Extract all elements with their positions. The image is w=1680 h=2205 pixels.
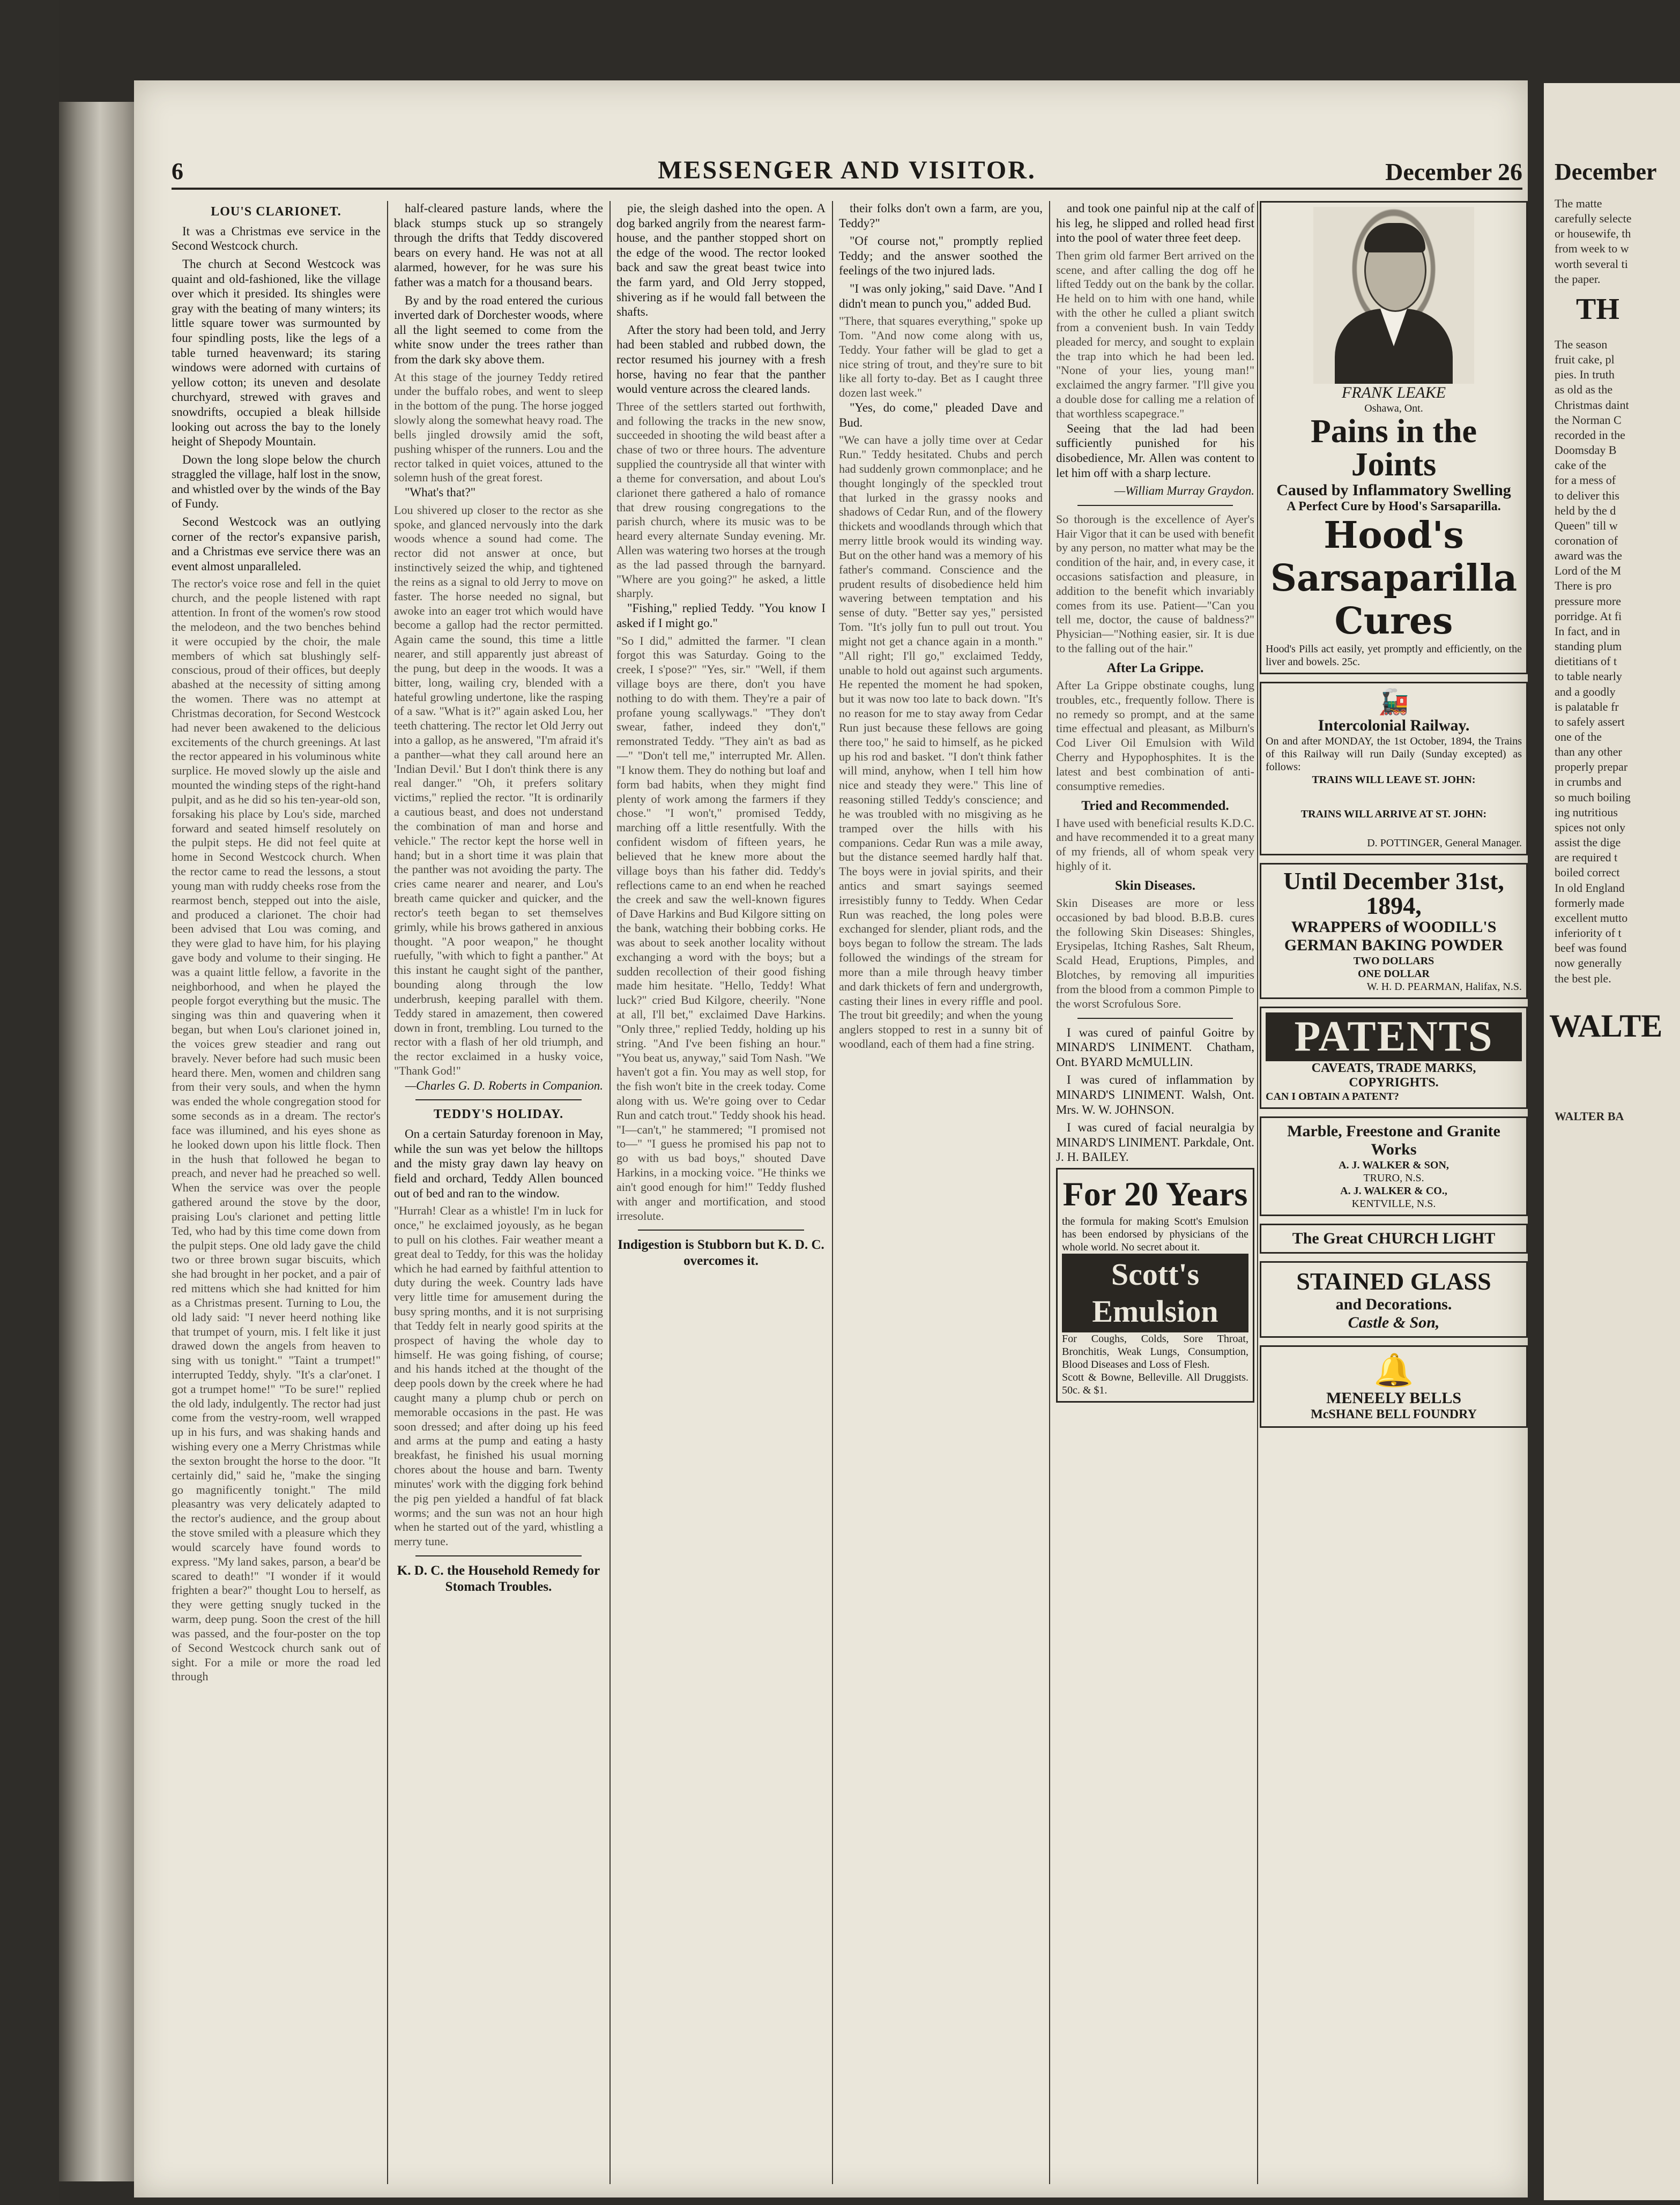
ad-headline: MENEELY BELLS [1326, 1389, 1462, 1407]
ad-church-light [1260, 1224, 1528, 1254]
article-byline: —William Murray Graydon. [1114, 484, 1254, 498]
paragraph: It was a Christmas eve service in the Second Westcock church. [172, 224, 381, 253]
next-page-ad-heading: WALTE [1549, 1008, 1663, 1044]
body-text-continued: Three of the settlers started out forthwith, and following the tracks in the new snow, succeeded in shooting the wild beast after a chase of two or three hours. The adventure supplied the countryside all that winter with a theme for conversation, and about Lou's clarionet there gathered a halo of romance that drew rousing congregations to the parish church, where its music was to be heard every alternate Sunday evening. Mr. Allen was watering two horses at the trough as the lad passed through the barnyard. "Where are you going?" he asked, a little sharply. [616, 399, 826, 600]
ad-text: A. J. WALKER & SON, [1339, 1159, 1449, 1171]
body-text-continued: So thorough is the excellence of Ayer's Hair Vigor that it can be used with benefit by any person, no matter what may be the condition of the hair, and, in every case, it occasions satisfaction and pleasure, in addition to the benefit which invariably comes from its use. Patient—"Can you tell me, doctor, the cause of baldness?" Physician—"Nothing easier, sir. It is due to the falling out of the hair." [1056, 512, 1254, 655]
ad-text: CAN I OBTAIN A PATENT? [1266, 1091, 1399, 1102]
ad-subheadline: WRAPPERS of WOODILL'S GERMAN BAKING POWDER [1284, 918, 1504, 954]
ad-headline: PATENTS [1266, 1012, 1522, 1061]
newspaper-page [134, 80, 1528, 2197]
divider [415, 1555, 582, 1556]
subhead: Skin Diseases. [1114, 878, 1196, 893]
issue-date: December 26 [1385, 158, 1522, 185]
column-1 [172, 201, 381, 2179]
next-page-text: The matte carefully selecte or housewife, th from week to w worth several ti the paper. [1555, 197, 1632, 286]
paragraph: "Of course not," promptly replied Teddy; and the answer soothed the feelings of the two injured lads. [839, 234, 1043, 278]
ad-text: On and after MONDAY, the 1st October, 1894, the Trains of this Railway will run Daily (Sunday excepted) as follows: [1266, 735, 1522, 773]
paragraph: After the story had been told, and Jerry had been stabled and rubbed down, the rector resumed his journey with a fresh horse, having no fear that the panther would venture across the cleared lands. [616, 323, 826, 396]
ad-prize: ONE DOLLAR [1358, 968, 1430, 980]
subhead: Tried and Recommended. [1081, 798, 1229, 813]
article-title-lous-clarionet: LOU'S CLARIONET. [211, 205, 341, 219]
ad-text: TRURO, N.S. [1363, 1172, 1424, 1184]
column-rule [832, 201, 833, 2184]
ad-brand: Castle & Son, [1348, 1314, 1440, 1331]
ad-headline: Intercolonial Railway. [1318, 717, 1470, 734]
body-text-continued: I have used with beneficial results K.D.C. and have recommended it to a great many of my friends, all of whom speak very highly of it. [1056, 816, 1254, 873]
testimonial: I was cured of painful Goitre by MINARD'S LINIMENT. Chatham, Ont. BYARD McMULLIN. [1056, 1025, 1254, 1069]
ad-text: Hood's Pills act easily, yet promptly and efficiently, on the liver and bowels. 25c. [1266, 643, 1522, 668]
next-page-date: December [1555, 159, 1657, 185]
body-text-continued: "We can have a jolly time over at Cedar Run." Teddy hesitated. Chubs and perch had suddenly grown commonplace; and he thought longingly of the speckled trout that lurked in the grassy nooks and shadows of Cedar Run, and of the flowery thickets and woodlands through which that merry little brook would its winding way. But on the other hand was a memory of his father's command. Conscience and the prudent results of disobedience held him wavering between temptation and his sense of duty. "Better say yes," persisted Tom. "It's jolly fun to pull out trout. You might not get a chance again in a month." "All right; I'll go," exclaimed Teddy, unable to hold out against such arguments. He repented the moment he had spoken, but it was now too late to back down. "It's no reason for me to stay away from Cedar Run just because these fellows are going there too," he said to himself, as he picked up his rod and basket. "I don't think father will mind, anyhow, when I tell him how nice and steady they were." This line of reasoning stilled Teddy's conscience; and he was troubled with no misgiving as he tramped over the hills with his companions. Cedar Run was a mile away, but the distance seemed hardly half that. The boys were in jovial spirits, and their antics and smart sayings seemed irresistibly funny to Teddy. When Cedar Run was reached, the long poles were exchanged for slender, pliant rods, and the boys began to follow the stream. The lads followed the windings of the stream for more than a mile through heavy timber and dark thickets of fern and undergrowth, casting their lines in every riffle and pool. The trout bit greedily; and when the young anglers stopped to rest in a sunny bit of woodland, each of them had a fine string. [839, 433, 1043, 1051]
ad-subheadline: and Decorations. [1335, 1295, 1452, 1313]
ad-subheadline: TRAINS WILL ARRIVE AT ST. JOHN: [1300, 808, 1487, 820]
ad-brand: Hood's Sarsaparilla Cures [1270, 514, 1518, 643]
ad-hoods-sarsaparilla [1260, 201, 1528, 674]
ad-headline: Marble, Freestone and Granite Works [1287, 1122, 1500, 1158]
ad-bells [1260, 1345, 1528, 1428]
ad-headline: The Great CHURCH LIGHT [1292, 1230, 1496, 1247]
portrait-caption: FRANK LEAKE [1341, 384, 1446, 401]
paragraph: Second Westcock was an outlying corner of the rector's expansive parish, and a Christmas eve service there was an event almost unparalleled. [172, 515, 381, 573]
ad-brand: Scott's Emulsion [1062, 1254, 1248, 1332]
paragraph: "Fishing," replied Teddy. "You know I asked if I might go." [616, 601, 826, 630]
article-byline: —Charles G. D. Roberts in Companion. [405, 1078, 603, 1092]
column-5 [1056, 201, 1254, 2179]
paragraph: The church at Second Westcock was quaint and old-fashioned, like the village over which it presided. Its shingles were gray with the beating of many winters; its little square tower was surmounted by four spindling posts, like the legs of a table turned heavenward; its staring windows were adorned with curtains of yellow cotton; its uneven and desolate churchyard, strewed with graves and snowdrifts, occupied a bleak hillside looking out across the bay to the lonely height of Shepody Mountain. [172, 257, 381, 449]
train-icon: 🚂 [1378, 688, 1409, 716]
column-rule [1049, 201, 1050, 2184]
testimonial: I was cured of inflammation by MINARD'S LINIMENT. Walsh, Ont. Mrs. W. W. JOHNSON. [1056, 1073, 1254, 1116]
ad-intercolonial-railway [1260, 682, 1528, 855]
column-rule [609, 201, 611, 2184]
column-rule [387, 201, 388, 2184]
next-page-text: The season fruit cake, pl pies. In truth as old as the Christmas daint the Norman C recorded in the Doomsday B cake of the for a mess of to deliver this held by the d Queen" till w coronation of award was the Lord of the M There is pro pressure more porridge. At fi In fact, and in standing plum dietitians of t to table nearly and a goodly is palatable fr to safely assert one of the than any other properly prepar in crumbs and so much boiling ing nutritious spices not only assist the dige are required t boiled correct In old England formerly made excellent mutto inferiority of t beef was found now generally the best ple. [1555, 337, 1631, 985]
portrait-illustration [1313, 207, 1474, 384]
paragraph: half-cleared pasture lands, where the black stumps stuck up so strangely through the drifts that Teddy discovered bears on every hand. He was not at all alarmed, however, for he was sure his father was a match for a thousand bears. [394, 202, 603, 289]
ad-kdc: K. D. C. the Household Remedy for Stomach Troubles. [397, 1563, 600, 1595]
ads-column [1260, 201, 1528, 1435]
ad-headline: Pains in the Joints [1310, 413, 1477, 483]
paragraph: On a certain Saturday forenoon in May, while the sun was yet below the hilltops and the misty gray dawn lay heavy on field and orchard, Teddy Allen bounced out of bed and ran to the window. [394, 1127, 603, 1200]
ad-subheadline: TRAINS WILL LEAVE ST. JOHN: [1312, 774, 1476, 786]
body-text-continued: The rector's voice rose and fell in the quiet church, and the people listened with rapt attention. In front of the women's row stood the melodeon, and the two benches behind it were occupied by the choir, the male members of which sat blushingly self-conscious, proud of their offices, but deeply abashed at the necessity of sitting among the women. There was no attempt at Christmas decoration, for Second Westcock had never been awakened to the delicious excitements of the church greenings. At last the rector appeared in his voluminous white surplice. He moved slowly up the aisle and mounted the winding steps of the right-hand pulpit, and as he did so his ten-year-old son, forsaking his place by Lou's side, marched forward and seated himself resolutely on the pulpit steps. He did not feel quite at home in Second Westcock church. When the rector came to read the lessons, a stout young man with ruddy cheeks rose from the rearmost bench, stepped out into the aisle, and produced a clarionet. The choir had been advised that Lou was coming, and they were glad to have him, for his playing gave body and volume to their singing. He was a quaint little fellow, a favorite in the neighborhood, and when he played the people forgot everything but the music. The singing was thin and quavering when it began, but when Lou's clarionet joined in, the voices grew steadier and rang out bravely. Never before had such music been heard there. Men, women and children sang from their very souls, and when the hymn was ended the whole congregation stood for some seconds as in a dream. The rector's face was illumined, and his eyes shone as he looked down upon his little flock. Then in the hush that followed he began to preach, and never had he preached so well. When the service was over the people gathered around the stove by the door, praising Lou's clarionet and petting little Ted, who had by this time come down from the pulpit steps. One old lady gave the child two or three brown sugar biscuits, which she had brought in her pocket, and a pair of red mittens which she had knitted for him as a Christmas present. Turning to Lou, the old lady said: "I never heerd nothing like that trumpet of yourn, mis. I felt like it just drawed down the angels from heaven to sing with us tonight." "Taint a trumpet!" interrupted Teddy, shyly. "It's a clar'onet. I got a trumpet home!" "To be sure!" replied the old lady, indulgently. The rector had just come from the vestry-room, well wrapped up in his furs, and was shaking hands and wishing every one a Merry Christmas while the sexton brought the horse to the door. "It certainly did," said he, "make the singing go magnificently tonight." The mild pleasantry was very delicately adapted to the rector's audience, and the group about the stove smiled with a pleasure which they would scarcely have found words to express. "My land sakes, parson, a bear'd be scared to death!" "I wonder if it would frighten a bear?" thought Lou to herself, as they were getting snugly tucked in the warm, deep pung. Soon the crest of the hill was passed, and the four-poster on the top of Second Westcock church sank out of sight. For a mile or more the road led through [172, 577, 381, 1683]
paragraph: By and by the road entered the curious inverted dark of Dorchester woods, where all the light seemed to come from the white snow under the trees rather than from the dark sky above them. [394, 293, 603, 366]
ad-subheadline: McSHANE BELL FOUNDRY [1311, 1407, 1477, 1421]
ad-text: the formula for making Scott's Emulsion has been endorsed by physicians of the whole world. No secret about it. [1062, 1215, 1248, 1253]
ad-woodills-baking-powder [1260, 863, 1528, 999]
ad-indigestion: Indigestion is Stubborn but K. D. C. overcomes it. [618, 1238, 824, 1269]
divider [415, 1099, 582, 1100]
ad-prize: TWO DOLLARS [1353, 955, 1434, 967]
page-header [172, 155, 1522, 190]
next-page-heading: TH [1576, 292, 1619, 326]
ad-subheadline: CAVEATS, TRADE MARKS, COPYRIGHTS. [1311, 1061, 1476, 1090]
body-text-continued: Lou shivered up closer to the rector as she spoke, and glanced nervously into the dark woods whence a sound had come. The rector did not answer at once, but instinctively seized the whip, and tightened the reins as a signal to old Jerry to move on faster. The horse needed no signal, but awoke into an eager trot which would have become a gallop had the rector permitted. Again came the sound, this time a little nearer, and still apparently just abreast of the pung, but deep in the woods. It was a bitter, long, wailing cry, blended with a hateful growling undertone, like the rasping of a saw. "What is it?" again asked Lou, her teeth chattering. The rector let Old Jerry out into a gallop, as he answered, "I'm afraid it's a panther—what they call around here an 'Indian Devil.' But I don't think there is any real danger." "Oh, it prefers solitary victims," replied the rector. "It is ordinarily a cautious beast, and does not understand the combination of man and horse and vehicle." The rector kept the horse well in hand; but in a short time it was plain that the panther was not avoiding the party. The cries came nearer and nearer, and Lou's breath came quicker and quicker, and the rector's teeth began to set themselves grimly, while his brows gathered in anxious thought. "A poor weapon," he thought ruefully, "with which to fight a panther." At this instant he caught sight of the panther, bounding along through the low underbrush, keeping parallel with them. Teddy stared in amazement, then cowered down in front, trembling. Lou turned to the rector with a flash of her old triumph, and the rector exclaimed in a husky voice, "Thank God!" [394, 503, 603, 1078]
masthead: MESSENGER AND VISITOR. [658, 156, 1036, 184]
body-text-continued: "There, that squares everything," spoke up Tom. "And now come along with us, Teddy. Your father will be glad to get a nice string of trout, and they're sure to bit like all forty to-day. Bet as I caught three dozen last week." [839, 314, 1043, 400]
ad-scotts-emulsion [1056, 1168, 1254, 1403]
ad-text: KENTVILLE, N.S. [1351, 1198, 1436, 1210]
paragraph: their folks don't own a farm, are you, Teddy?" [839, 202, 1043, 230]
bell-icon: 🔔 [1373, 1353, 1414, 1388]
ad-subheadline: A Perfect Cure by Hood's Sarsaparilla. [1287, 500, 1501, 513]
paragraph: pie, the sleigh dashed into the open. A dog barked angrily from the nearest farm-house, and the panther stopped short on the edge of the wood. The rector looked back and saw the great beast twice into the farm yard, and Old Jerry stopped, shivering as if he would fall between the shafts. [616, 202, 826, 319]
column-2 [394, 201, 603, 2179]
page-number: 6 [172, 158, 183, 184]
body-text-continued: After La Grippe obstinate coughs, lung troubles, etc., frequently follow. There is no remedy so prompt, and at the same time effectual and pleasant, as Milburn's Cod Liver Oil Emulsion with Wild Cherry and Hypophosphites. It is the latest and best combination of anti-consumptive remedies. [1056, 678, 1254, 793]
column-4 [839, 201, 1043, 2179]
body-text-continued: "So I did," admitted the farmer. "I clean forgot this was Saturday. Going to the creek, I s'pose?" "Yes, sir." "Well, if them village boys are there, don't you have nothing to do with them. They're a pair of profane young scallywags." "They don't swear, father, indeed they don't," remonstrated Teddy. "They ain't as bad as —" "Don't tell me," interrupted Mr. Allen. "I know them. They do nothing but loaf and form bad habits, when they might find plenty of work among the farmers if they chose." "I won't," promised Teddy, marching off a little resentfully. With the confident wisdom of fifteen years, he believed that he knew more about the village boys than his father did. Teddy's reflections came to an end when he reached the creek and saw the well-known figures of Dave Harkins and Bud Kilgore sitting on the bank, watching their bobbing corks. He was about to seek another locality without exchanging a word with the boys; but a sudden recollection of their good fishing made him hesitate. "Hello, Teddy! What luck?" cried Bud Kilgore, cheerily. "None at all, I'll bet," exclaimed Dave Harkins. "Only three," replied Teddy, holding up his string. "And I've been fishing an hour." "You beat us, anyway," said Tom Nash. "We haven't got a fin. You may as well stop, for the fish won't bite in the creek today. Come along with us. We're going over to Cedar Run and catch trout." Teddy shook his head. "I—can't," he stammered; "I promised not to—" "I guess he promised his pap not to go with us bad boys," shouted Dave Harkins, in a mocking voice. "He thinks we ain't good enough for him!" Teddy flushed with anger and mortification, and stood irresolute. [616, 634, 826, 1223]
column-3 [616, 201, 826, 2179]
ad-signature: D. POTTINGER, General Manager. [1367, 837, 1522, 849]
ad-signature: W. H. D. PEARMAN, Halifax, N.S. [1366, 981, 1522, 993]
body-text-continued: Then grim old farmer Bert arrived on the scene, and after calling the dog off he lifted Teddy out on the bank by the collar. He held on to him with one hand, while with the other he culled a pliant switch from a convenient bush. In vain Teddy pleaded for mercy, and sought to explain the trap into which he had been led. "None of your lies, young man!" exclaimed the angry farmer. "I'll give you a double dose for calling me a relation of that worthless scapegrace." [1056, 248, 1254, 420]
body-text-continued: At this stage of the journey Teddy retired under the buffalo robes, and went to sleep in the bottom of the pung. The horse jogged slowly along the somewhat heavy road. The bells jingled drowsily amid the soft, pushing whisper of the runners. Lou and the rector talked in quiet voices, attuned to the solemn hush of the great forest. [394, 370, 603, 485]
paragraph: "I was only joking," said Dave. "And I didn't mean to punch you," added Bud. [839, 281, 1043, 310]
divider [1077, 505, 1233, 506]
ad-headline: STAINED GLASS [1296, 1268, 1491, 1295]
paragraph: "What's that?" [405, 486, 476, 500]
ad-headline: Until December 31st, 1894, [1283, 867, 1504, 919]
paragraph: Seeing that the lad had been sufficiently punished for his disobedience, Mr. Allen was content to let him off with a sharp lecture. [1056, 421, 1254, 480]
background-left [0, 0, 59, 2205]
paragraph: and took one painful nip at the calf of his leg, he slipped and rolled head first into the pool of water three feet deep. [1056, 202, 1254, 245]
paragraph: "Yes, do come," pleaded Dave and Bud. [839, 401, 1043, 429]
article-title-teddys-holiday: TEDDY'S HOLIDAY. [433, 1107, 564, 1122]
column-rule [1257, 201, 1258, 2184]
ad-marble-works [1260, 1116, 1528, 1216]
ad-text: A. J. WALKER & CO., [1340, 1185, 1447, 1197]
paragraph: Down the long slope below the church straggled the village, half lost in the snow, and whistled over by the winds of the Bay of Fundy. [172, 452, 381, 511]
ad-headline: For 20 Years [1062, 1174, 1248, 1213]
next-page-edge [1544, 83, 1680, 2200]
ad-stained-glass [1260, 1261, 1528, 1338]
portrait-town: Oshawa, Ont. [1364, 403, 1423, 414]
next-page-footer: WALTER BA [1555, 1109, 1624, 1123]
subhead: After La Grippe. [1106, 660, 1204, 675]
body-text-continued: "Hurrah! Clear as a whistle! I'm in luck for once," he exclaimed joyously, as he began to pull on his clothes. Fair weather meant a great deal to Teddy, for this was the holiday which he had earned by faithful attention to duty during the week. Country lads have very little time for amusement during the busy spring months, and it is not surprising that Teddy felt in nearly good spirits at the prospect of having the whole day to himself. He was going fishing, of course; and his hands itched at the thought of the deep pools down by the creek where he had caught many a plump chub or perch on memorable occasions in the past. He was soon dressed; and after doing up his feed and arms at the pump and eating a hasty breakfast, he finished his usual morning chores about the house and barn. Twenty minutes' work with the digging fork behind the pig pen yielded a handful of fat black worms; and the sun was not an hour high when he started out of the yard, whistling a merry tune. [394, 1204, 603, 1548]
divider [1077, 1018, 1233, 1019]
divider [638, 1230, 804, 1231]
ad-patents [1260, 1007, 1528, 1109]
ad-signature: Scott & Bowne, Belleville. All Druggists. 50c. & $1. [1062, 1371, 1248, 1396]
ad-text: For Coughs, Colds, Sore Throat, Bronchitis, Weak Lungs, Consumption, Blood Diseases and Loss of Flesh. [1062, 1332, 1248, 1370]
testimonial: I was cured of facial neuralgia by MINARD'S LINIMENT. Parkdale, Ont. J. H. BAILEY. [1056, 1121, 1254, 1164]
ad-subheadline: Caused by Inflammatory Swelling [1276, 481, 1511, 499]
body-text-continued: Skin Diseases are more or less occasioned by bad blood. B.B.B. cures the following Skin Diseases: Shingles, Erysipelas, Itching Rashes, Salt Rheum, Scald Head, Eruptions, Pimples, and Blotches, by removing all impurities from the blood from a common Pimple to the worst Scrofulous Sore. [1056, 896, 1254, 1010]
